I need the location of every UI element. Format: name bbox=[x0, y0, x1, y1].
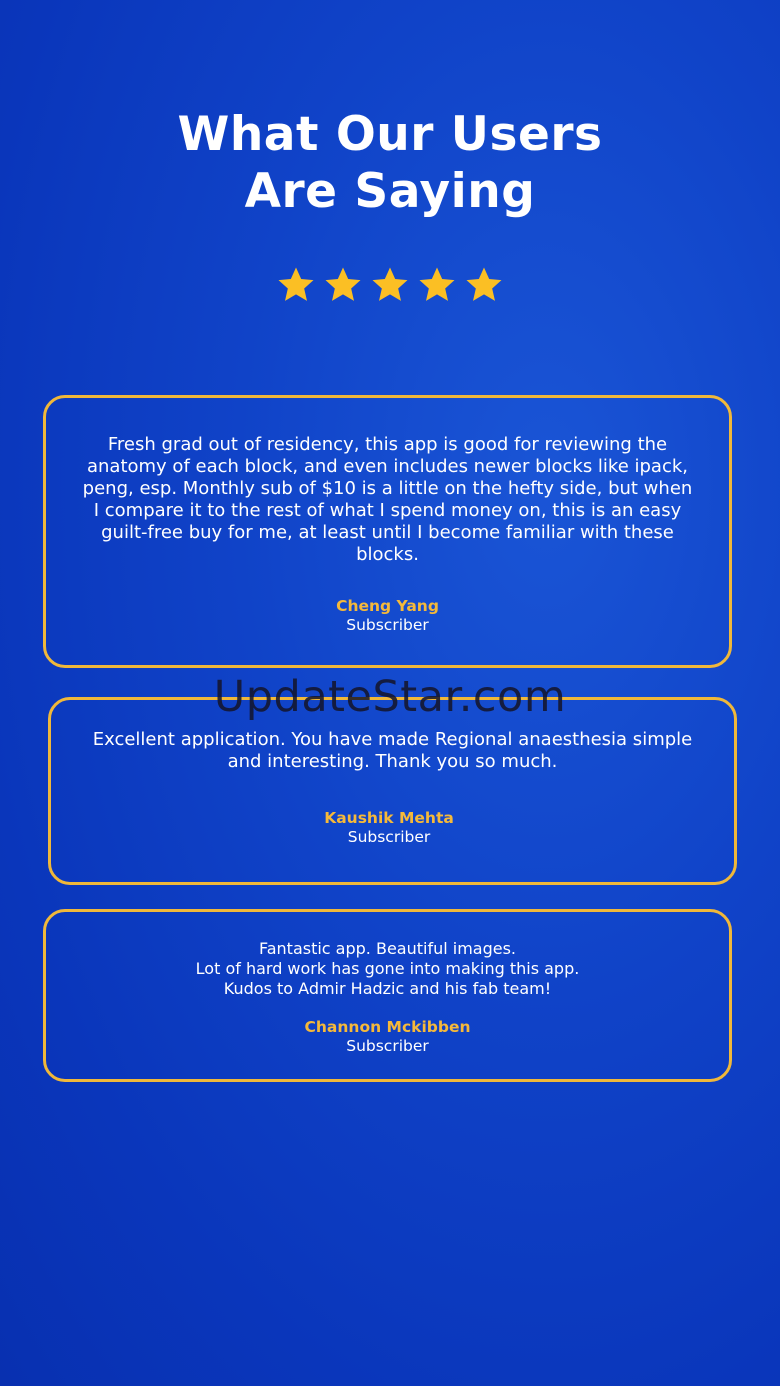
testimonial-role: Subscriber bbox=[346, 1037, 429, 1055]
quote-line: guilt-free buy for me, at least until I become familiar with these bbox=[101, 522, 674, 543]
title-line-2: Are Saying bbox=[244, 164, 536, 219]
testimonial-card bbox=[43, 909, 732, 1082]
quote-line: Excellent application. You have made Regional anaesthesia simple bbox=[92, 729, 693, 750]
quote-line: and interesting. Thank you so much. bbox=[227, 751, 558, 772]
quote-line: Lot of hard work has gone into making this app. bbox=[195, 959, 580, 978]
testimonial-card bbox=[43, 395, 732, 668]
testimonial-quote bbox=[46, 434, 729, 566]
testimonial-quote bbox=[51, 729, 734, 773]
star-icon bbox=[370, 265, 410, 305]
testimonial-author: Kaushik Mehta bbox=[324, 809, 454, 827]
star-rating bbox=[0, 265, 780, 305]
quote-line: peng, esp. Monthly sub of $10 is a little on the hefty side, but when bbox=[82, 478, 693, 499]
testimonial-role: Subscriber bbox=[347, 828, 431, 846]
star-icon bbox=[276, 265, 316, 305]
quote-line: blocks. bbox=[356, 544, 419, 565]
quote-line: anatomy of each block, and even includes newer blocks like ipack, bbox=[86, 456, 689, 477]
quote-line: Fresh grad out of residency, this app is good for reviewing the bbox=[107, 434, 668, 455]
star-icon bbox=[464, 265, 504, 305]
title-line-1: What Our Users bbox=[177, 107, 603, 162]
testimonial-author: Channon Mckibben bbox=[304, 1018, 471, 1036]
testimonial-role: Subscriber bbox=[346, 616, 429, 634]
quote-line: I compare it to the rest of what I spend money on, this is an easy bbox=[93, 500, 682, 521]
quote-line: Fantastic app. Beautiful images. bbox=[258, 939, 517, 958]
page-title bbox=[0, 106, 780, 220]
testimonial-author: Cheng Yang bbox=[336, 597, 439, 615]
star-icon bbox=[417, 265, 457, 305]
watermark: UpdateStar.com bbox=[213, 672, 567, 722]
quote-line: Kudos to Admir Hadzic and his fab team! bbox=[223, 979, 552, 998]
star-icon bbox=[323, 265, 363, 305]
testimonial-quote bbox=[46, 939, 729, 999]
testimonial-card bbox=[48, 697, 737, 885]
